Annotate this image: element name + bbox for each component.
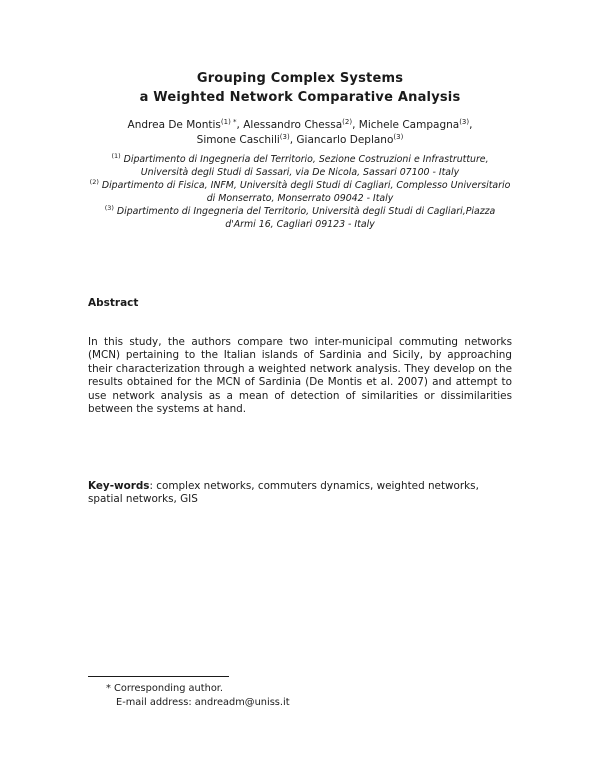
paper-title-line-1: Grouping Complex Systems [196, 71, 404, 86]
author-list-line-2 [0, 132, 600, 148]
abstract-text: In this study, the authors compare two inter-municipal commuting networks (MCN) pertaining to the Italian islands of Sardinia and Sicily, by approaching their characterization through a weighted network analysis. They develop on the results obtained for the MCN of Sardinia (De Montis et al. 2007) and attempt to use network analysis as a mean of detection of similarities or dissimilarities between the systems at hand. [88, 336, 512, 416]
footnote [106, 682, 290, 709]
affiliation-1 [88, 153, 512, 179]
author-name: Simone Caschili [196, 134, 280, 146]
author-affiliation-mark: (3) [459, 118, 470, 126]
author-list-line-1 [0, 117, 600, 133]
abstract-heading: Abstract [88, 297, 139, 309]
affiliation-mark: (2) [89, 178, 99, 186]
paper-title-line-2: a Weighted Network Comparative Analysis [139, 90, 461, 105]
affiliation-2 [88, 179, 512, 205]
author-name: Giancarlo Deplano [296, 134, 394, 146]
footnote-divider [88, 676, 229, 677]
affiliation-text: Dipartimento di Ingegneria del Territorio, Università degli Studi di Cagliari,Piazza d'Armi 16, Cagliari 09123 - Italy [116, 206, 496, 231]
author-separator: , [469, 119, 473, 131]
author-affiliation-mark: (2) [342, 118, 353, 126]
keywords [88, 480, 512, 507]
author-affiliation-mark: (3) [393, 133, 404, 141]
affiliation-text: Dipartimento di Fisica, INFM, Università degli Studi di Cagliari, Complesso Universitario di Monserrato, Monserrato 09042 - Italy [101, 180, 511, 205]
affiliation-mark: (1) [111, 152, 121, 160]
affiliation-text: Dipartimento di Ingegneria del Territorio, Sezione Costruzioni e Infrastrutture, Università degli Studi di Sassari, via De Nicola, Sassari 07100 - Italy [123, 154, 489, 179]
author-separator: , [236, 119, 244, 131]
footnote-email[interactable]: E-mail address: andreadm@uniss.it [116, 696, 290, 708]
author-name: Michele Campagna [358, 119, 460, 131]
keywords-text: : complex networks, commuters dynamics, weighted networks, spatial networks, GIS [88, 480, 479, 506]
author-separator: , [352, 119, 359, 131]
author-affiliation-mark: (3) [279, 133, 290, 141]
author-affiliation-mark: (1) * [220, 118, 237, 126]
author-separator: , [289, 134, 297, 146]
footnote-corresponding-author: * Corresponding author. [106, 683, 224, 694]
affiliation-3 [88, 205, 512, 231]
author-name: Andrea De Montis [127, 119, 221, 131]
author-name: Alessandro Chessa [243, 119, 343, 131]
affiliation-mark: (3) [104, 204, 114, 212]
keywords-label: Key-words [88, 480, 150, 492]
